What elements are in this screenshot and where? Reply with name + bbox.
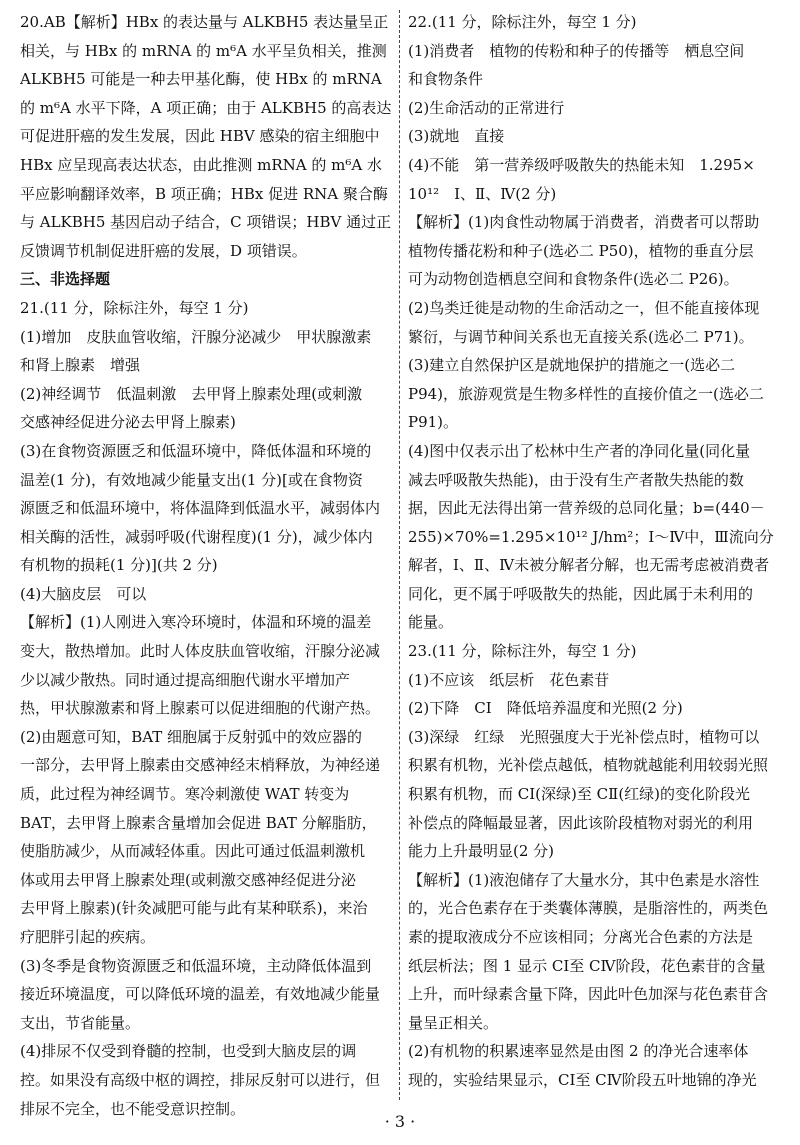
text-line: 支出，节省能量。 (20, 1013, 141, 1032)
text-line: 植物传播花粉和种子(选必二 P50)，植物的垂直分层 (408, 241, 754, 260)
text-line: 的 m⁶A 水平下降，A 项正确；由于 ALKBH5 的高表达 (20, 98, 392, 117)
text-line: (1)增加 皮肤血管收缩，汗腺分泌减少 甲状腺激素 (20, 327, 372, 346)
text-line: ALKBH5 可能是一种去甲基化酶，使 HBx 的 mRNA (20, 70, 382, 89)
text-line: (4)排尿不仅受到脊髓的控制，也受到大脑皮层的调 (20, 1042, 357, 1061)
text-line: (2)鸟类迁徙是动物的生命活动之一，但不能直接体现 (408, 298, 760, 317)
text-line: 去甲肾上腺素)(针灸减肥可能与此有某种联系)，来治 (20, 899, 368, 918)
text-line: 积累有机物，光补偿点越低，植物就越能利用较弱光照 (408, 756, 769, 775)
text-line: (2)由题意可知，BAT 细胞属于反射弧中的效应器的 (20, 727, 363, 746)
text-line: 纸层析法；图 1 显示 CⅠ至 CⅣ阶段，花色素苷的含量 (408, 956, 766, 975)
text-line: (3)冬季是食物资源匮乏和低温环境，主动降低体温到 (20, 956, 372, 975)
text-line: 23.(11 分，除标注外，每空 1 分) (408, 642, 637, 661)
text-line: 量呈正相关。 (408, 1013, 499, 1032)
text-line: (3)建立自然保护区是就地保护的措施之一(选必二 (408, 356, 736, 375)
text-line: 体或用去甲肾上腺素处理(或刺激交感神经促进分泌 (20, 870, 356, 889)
text-line: 【解析】(1)肉食性动物属于消费者，消费者可以帮助 (408, 213, 760, 232)
text-line: 补偿点的降幅最显著，因此该阶段植物对弱光的利用 (408, 813, 754, 832)
text-line: 有机物的损耗(1 分)](共 2 分) (20, 556, 218, 575)
text-line: 20.AB【解析】HBx 的表达量与 ALKBH5 表达量呈正 (20, 13, 389, 31)
text-line: 21.(11 分，除标注外，每空 1 分) (20, 298, 249, 317)
text-line: 反馈调节机制促进肝癌的发展，D 项错误。 (20, 241, 307, 260)
page-number: · 3 · (384, 1112, 416, 1131)
text-line: BAT，去甲肾上腺素含量增加会促进 BAT 分解脂肪， (20, 813, 377, 832)
text-line: 一部分，去甲肾上腺素由交感神经末梢释放，为神经递 (20, 756, 381, 775)
text-line: 少以减少散热。同时通过提高细胞代谢水平增加产 (20, 670, 351, 689)
text-line: (4)不能 第一营养级呼吸散失的热能未知 1.295× (408, 155, 755, 174)
text-line: 三、非选择题 (20, 270, 111, 289)
text-line: 同化，更不属于呼吸散失的热能，因此属于未利用的 (408, 584, 754, 603)
text-line: 素的提取液成分不应该相同；分离光合色素的方法是 (408, 928, 754, 946)
text-line: 温差(1 分)，有效地减少能量支出(1 分)[或在食物资 (20, 470, 363, 489)
text-line: 可促进肝癌的发生发展，因此 HBV 感染的宿主细胞中 (20, 127, 380, 146)
text-line: (3)深绿 红绿 光照强度大于光补偿点时，植物可以 (408, 727, 760, 746)
text-line: 与 ALKBH5 基因启动子结合，C 项错误；HBV 通过正 (20, 213, 392, 232)
text-line: 255)×70%=1.295×10¹² J/hm²；Ⅰ～Ⅳ中，Ⅲ流向分 (408, 527, 774, 546)
text-line: 解者，Ⅰ、Ⅱ、Ⅳ未被分解者分解，也无需考虑被消费者 (408, 556, 770, 575)
text-line: 能量。 (408, 613, 454, 632)
text-line: (1)不应该 纸层析 花色素苷 (408, 670, 610, 689)
text-line: 疗肥胖引起的疾病。 (20, 928, 156, 946)
text-line: (3)在食物资源匮乏和低温环境中，降低体温和环境的 (20, 441, 372, 460)
right-column (408, 8, 780, 1098)
text-line: 22.(11 分，除标注外，每空 1 分) (408, 13, 637, 31)
text-line: HBx 应呈现高表达状态，由此推测 mRNA 的 m⁶A 水 (20, 155, 382, 174)
text-line: 繁衍，与调节种间关系也无直接关系(选必二 P71)。 (408, 327, 754, 346)
text-line: 控。如果没有高级中枢的调控，排尿反射可以进行，但 (20, 1070, 381, 1089)
text-line: 接近环境温度，可以降低环境的温差，有效地减少能量 (20, 985, 381, 1004)
left-column (20, 8, 392, 1118)
text-line: 热，甲状腺激素和肾上腺素可以促进细胞的代谢产热。 (20, 699, 381, 718)
text-line: 相关酶的活性，减弱呼吸(代谢程度)(1 分)，减少体内 (20, 527, 373, 546)
text-line: 积累有机物，而 CⅠ(深绿)至 CⅡ(红绿)的变化阶段光 (408, 785, 751, 804)
text-line: 变大，散热增加。此时人体皮肤血管收缩，汗腺分泌减 (20, 642, 381, 661)
text-line: (1)消费者 植物的传粉和种子的传播等 栖息空间 (408, 41, 745, 60)
text-line: (4)图中仅表示出了松林中生产者的净同化量(同化量 (408, 441, 751, 460)
text-line: 可为动物创造栖息空间和食物条件(选必二 P26)。 (408, 270, 739, 289)
text-line: (2)神经调节 低温刺激 去甲肾上腺素处理(或刺激 (20, 384, 363, 403)
text-line: (2)生命活动的正常进行 (408, 98, 565, 117)
text-line: P91)。 (408, 413, 459, 432)
text-line: 排尿不完全，也不能受意识控制。 (20, 1099, 246, 1118)
text-line: 的，光合色素存在于类囊体薄膜，是脂溶性的，两类色 (408, 899, 769, 918)
text-line: (4)大脑皮层 可以 (20, 584, 147, 603)
text-line: 交感神经促进分泌去甲肾上腺素) (20, 413, 236, 432)
text-line: 相关，与 HBx 的 mRNA 的 m⁶A 水平呈负相关，推测 (20, 41, 387, 60)
text-line: 【解析】(1)液泡储存了大量水分，其中色素是水溶性 (408, 870, 760, 889)
text-line: 10¹² Ⅰ、Ⅱ、Ⅳ(2 分) (408, 184, 557, 203)
text-line: 据，因此无法得出第一营养级的总同化量；b=(440－ (408, 499, 765, 518)
text-line: 使脂肪减少，从而减轻体重。因此可通过低温刺激机 (20, 842, 366, 861)
text-line: 质，此过程为神经调节。寒冷刺激使 WAT 转变为 (20, 785, 350, 804)
text-line: 和食物条件 (408, 70, 484, 89)
text-line: 【解析】(1)人刚进入寒冷环境时，体温和环境的温差 (20, 613, 372, 632)
text-line: 和肾上腺素 增强 (20, 356, 141, 375)
text-line: 减去呼吸散失热能)，由于没有生产者散失热能的数 (408, 470, 744, 489)
text-line: (2)下降 CⅠ 降低培养温度和光照(2 分) (408, 699, 683, 718)
text-line: (2)有机物的积累速率显然是由图 2 的净光合速率体 (408, 1042, 749, 1061)
text-line: 源匮乏和低温环境中，将体温降到低温水平，减弱体内 (20, 499, 381, 518)
column-divider (399, 10, 400, 1100)
text-line: (3)就地 直接 (408, 127, 505, 146)
text-line: 平应影响翻译效率，B 项正确；HBx 促进 RNA 聚合酶 (20, 184, 388, 203)
text-line: 上升，而叶绿素含量下降，因此叶色加深与花色素苷含 (408, 985, 769, 1004)
text-line: 能力上升最明显(2 分) (408, 842, 555, 861)
text-line: P94)，旅游观赏是生物多样性的直接价值之一(选必二 (408, 384, 764, 403)
text-line: 现的，实验结果显示，CⅠ至 CⅣ阶段五叶地锦的净光 (408, 1070, 757, 1089)
